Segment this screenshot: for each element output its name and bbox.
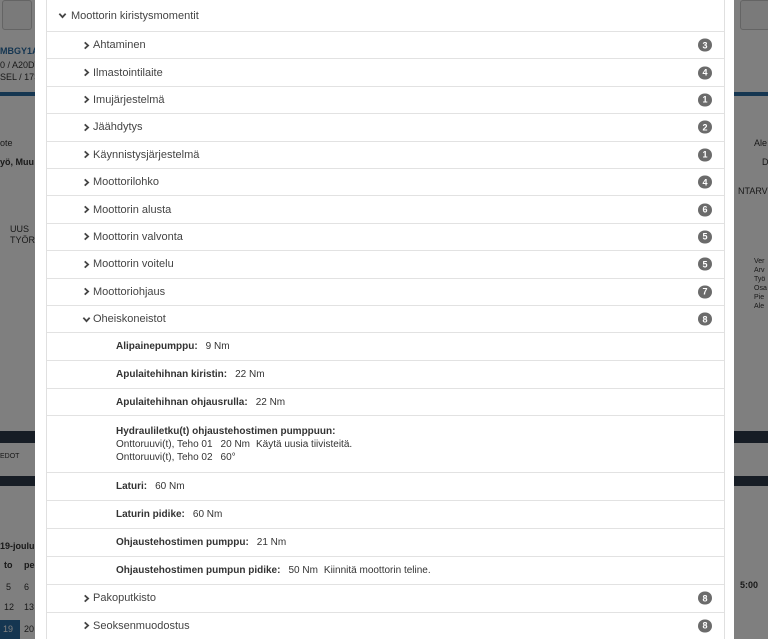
chevron-right-icon — [81, 122, 91, 132]
category-row-kaynnistysjarjestelma[interactable] — [47, 142, 724, 169]
sub-part-text: Onttoruuvi(t), Teho 02 — [116, 451, 213, 463]
torque-value: 60 Nm — [155, 481, 185, 493]
part-name: Laturin pidike: — [116, 509, 185, 521]
torque-detail-row — [47, 473, 724, 501]
torque-note: Käytä uusia tiivisteitä. — [256, 438, 353, 450]
category-row-ahtaminen[interactable] — [47, 32, 724, 59]
chevron-down-icon — [57, 11, 67, 21]
category-row-moottorin-valvonta[interactable] — [47, 224, 724, 251]
chevron-right-icon — [81, 40, 91, 50]
torque-value: 22 Nm — [255, 396, 286, 408]
torque-modal — [35, 0, 734, 639]
category-label: Moottorin valvonta — [93, 230, 183, 243]
sub-part-text: Onttoruuvi(t), Teho 01 — [116, 438, 213, 450]
torque-note: Kiinnitä moottorin teline. — [323, 565, 431, 577]
torque-value: 20 Nm — [220, 438, 250, 450]
chevron-right-icon — [81, 232, 91, 242]
category-row-pakoputkisto[interactable] — [47, 585, 724, 612]
category-label: Oheiskoneistot — [93, 313, 166, 326]
chevron-right-icon — [81, 95, 91, 105]
category-row-moottoriohjaus[interactable] — [47, 279, 724, 306]
category-row-ilmastointilaite[interactable] — [47, 59, 724, 86]
chevron-right-icon — [81, 150, 91, 160]
torque-detail-row — [47, 557, 724, 585]
part-name: Laturi: — [116, 481, 148, 493]
count-badge: 2 — [698, 121, 712, 134]
part-name: Ohjaustehostimen pumpun pidike: — [116, 565, 281, 577]
chevron-right-icon — [81, 593, 91, 603]
category-label: Moottorin voitelu — [93, 258, 174, 271]
category-label: Moottorin alusta — [93, 203, 172, 216]
torque-detail-row — [47, 333, 724, 361]
category-label: Ahtaminen — [93, 39, 146, 52]
category-row-imujarjestelma[interactable] — [47, 87, 724, 114]
torque-value: 21 Nm — [256, 537, 287, 549]
tree-root-row[interactable] — [47, 0, 724, 32]
count-badge: 8 — [698, 592, 712, 605]
count-badge: 4 — [698, 176, 712, 189]
count-badge: 1 — [698, 93, 712, 106]
part-name: Alipainepumppu: — [116, 341, 198, 353]
torque-detail-row — [47, 529, 724, 557]
category-row-moottorin-alusta[interactable] — [47, 196, 724, 223]
category-row-moottorin-voitelu[interactable] — [47, 251, 724, 278]
count-badge: 5 — [698, 230, 712, 243]
torque-tree — [46, 0, 725, 639]
category-label: Käynnistysjärjestelmä — [93, 148, 200, 161]
part-name: Apulaitehihnan ohjausrulla: — [116, 396, 248, 408]
category-label: Seoksenmuodostus — [93, 619, 190, 632]
chevron-right-icon — [81, 621, 91, 631]
part-name: Ohjaustehostimen pumppu: — [116, 537, 249, 549]
torque-value: 60° — [220, 451, 236, 463]
category-label: Jäähdytys — [93, 121, 143, 134]
tree-root-label: Moottorin kiristysmomentit — [71, 9, 199, 22]
torque-value: 22 Nm — [235, 369, 265, 381]
chevron-right-icon — [81, 259, 91, 269]
torque-detail-row-hydraulic — [47, 416, 724, 473]
torque-detail-row — [47, 501, 724, 529]
torque-value: 9 Nm — [205, 341, 230, 353]
category-row-seoksenmuodostus[interactable] — [47, 613, 724, 639]
part-name: Apulaitehihnan kiristin: — [116, 369, 228, 381]
count-badge: 8 — [698, 619, 712, 632]
torque-detail-row — [47, 389, 724, 417]
category-label: Imujärjestelmä — [93, 93, 165, 106]
chevron-right-icon — [81, 205, 91, 215]
chevron-right-icon — [81, 68, 91, 78]
count-badge: 7 — [698, 285, 712, 298]
count-badge: 8 — [698, 313, 712, 326]
chevron-right-icon — [81, 177, 91, 187]
category-label: Pakoputkisto — [93, 592, 156, 605]
count-badge: 1 — [698, 148, 712, 161]
category-label: Moottorilohko — [93, 176, 160, 189]
category-row-oheiskoneistot[interactable] — [47, 306, 724, 333]
torque-detail-row — [47, 361, 724, 389]
chevron-right-icon — [81, 287, 91, 297]
count-badge: 5 — [698, 258, 712, 271]
category-label: Ilmastointilaite — [93, 66, 163, 79]
category-label: Moottoriohjaus — [93, 285, 166, 298]
torque-value: 60 Nm — [192, 509, 223, 521]
category-row-moottorilohko[interactable] — [47, 169, 724, 196]
count-badge: 4 — [698, 66, 712, 79]
torque-value: 50 Nm — [288, 565, 318, 577]
part-name: Hydrauliletku(t) ohjaustehostimen pumppuun: — [116, 425, 336, 437]
category-row-jaahdytys[interactable] — [47, 114, 724, 141]
count-badge: 6 — [698, 203, 712, 216]
count-badge: 3 — [698, 39, 712, 52]
chevron-down-icon — [81, 314, 91, 324]
